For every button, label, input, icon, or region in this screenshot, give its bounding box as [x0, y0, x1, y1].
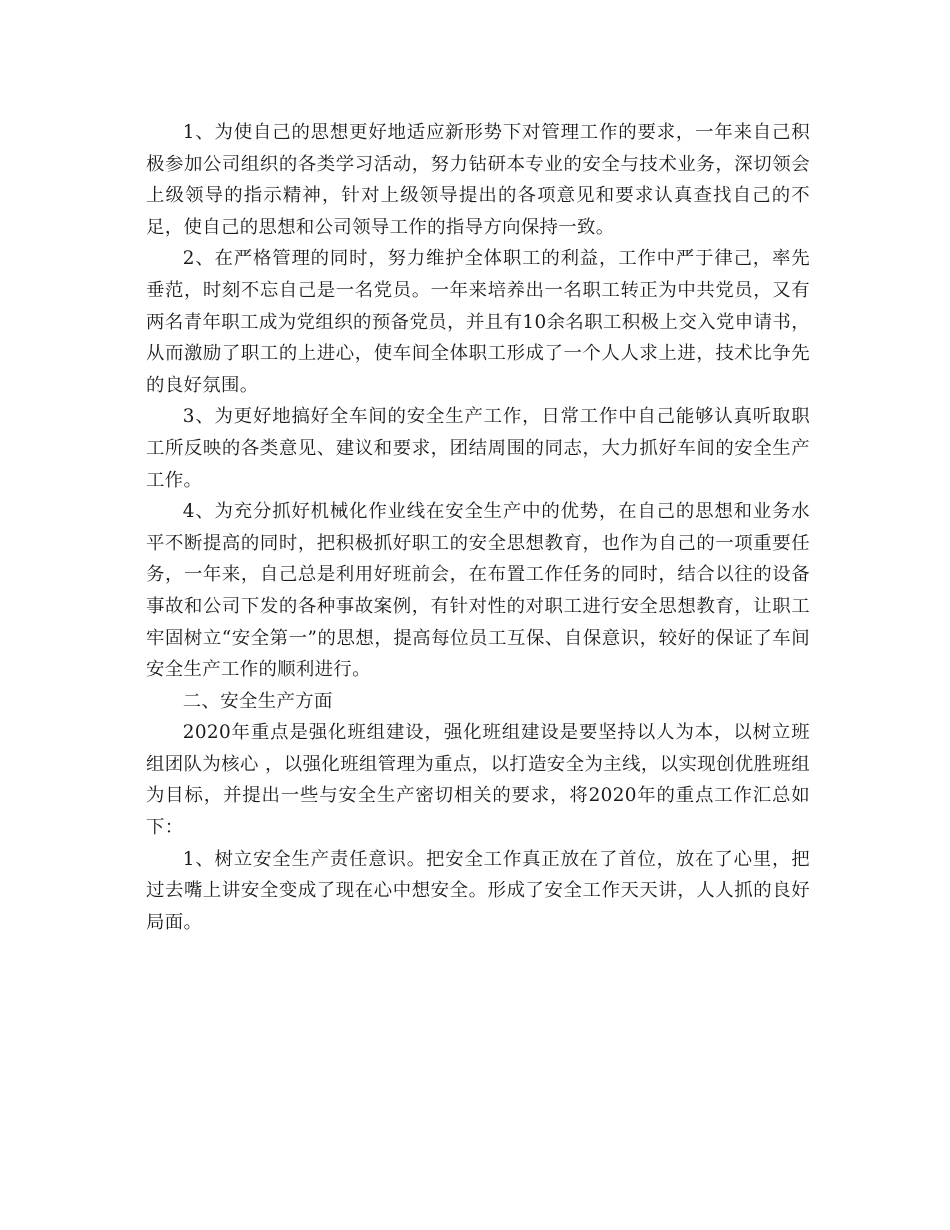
paragraph-safety-education: 4、为充分抓好机械化作业线在安全生产中的优势，在自己的思想和业务水平不断提高的同时，把积极抓好职工的安全思想教育，也作为自己的一项重要任务，一年来，自己总是利用好班前会，在布置工作任务的同时，结合以往的设备事故和公司下发的各种事故案例，有针对性的对职工进行安全思想教育，让职工牢固树立“安全第一”的思想，提高每位员工互保、自保意识，较好的保证了车间安全生产工作的顺利进行。: [146, 501, 810, 681]
paragraph-team-building: 2020年重点是强化班组建设，强化班组建设是要坚持以人为本，以树立班组团队为核心 ，以强化班组管理为重点，以打造安全为主线，以实现创优胜班组为目标，并提出一些与安全生产密切相关的要求，将2020年的重点工作汇总如下：: [146, 722, 810, 839]
document-body: [146, 117, 810, 938]
paragraph-workshop-safety: 3、为更好地搞好全车间的安全生产工作，日常工作中自己能够认真听取职工所反映的各类意见、建议和要求，团结周围的同志，大力抓好车间的安全生产工作。: [146, 406, 810, 491]
section-heading-safety-production: 二、安全生产方面: [182, 690, 333, 712]
paragraph-study: 1、为使自己的思想更好地适应新形势下对管理工作的要求，一年来自己积极参加公司组织的各类学习活动，努力钻研本专业的安全与技术业务，深切领会上级领导的指示精神，针对上级领导提出的各项意见和要求认真查找自己的不足，使自己的思想和公司领导工作的指导方向保持一致。: [146, 122, 810, 238]
paragraph-responsibility: 1、树立安全生产责任意识。把安全工作真正放在了首位，放在了心里，把过去嘴上讲安全变成了现在心中想安全。形成了安全工作天天讲，人人抓的良好局面。: [146, 848, 810, 933]
paragraph-strict-management: 2、在严格管理的同时，努力维护全体职工的利益，工作中严于律己，率先垂范，时刻不忘自己是一名党员。一年来培养出一名职工转正为中共党员，又有两名青年职工成为党组织的预备党员，并且有10余名职工积极上交入党申请书，从而激励了职工的上进心，使车间全体职工形成了一个人人求上进，技术比争先的良好氛围。: [146, 248, 810, 396]
